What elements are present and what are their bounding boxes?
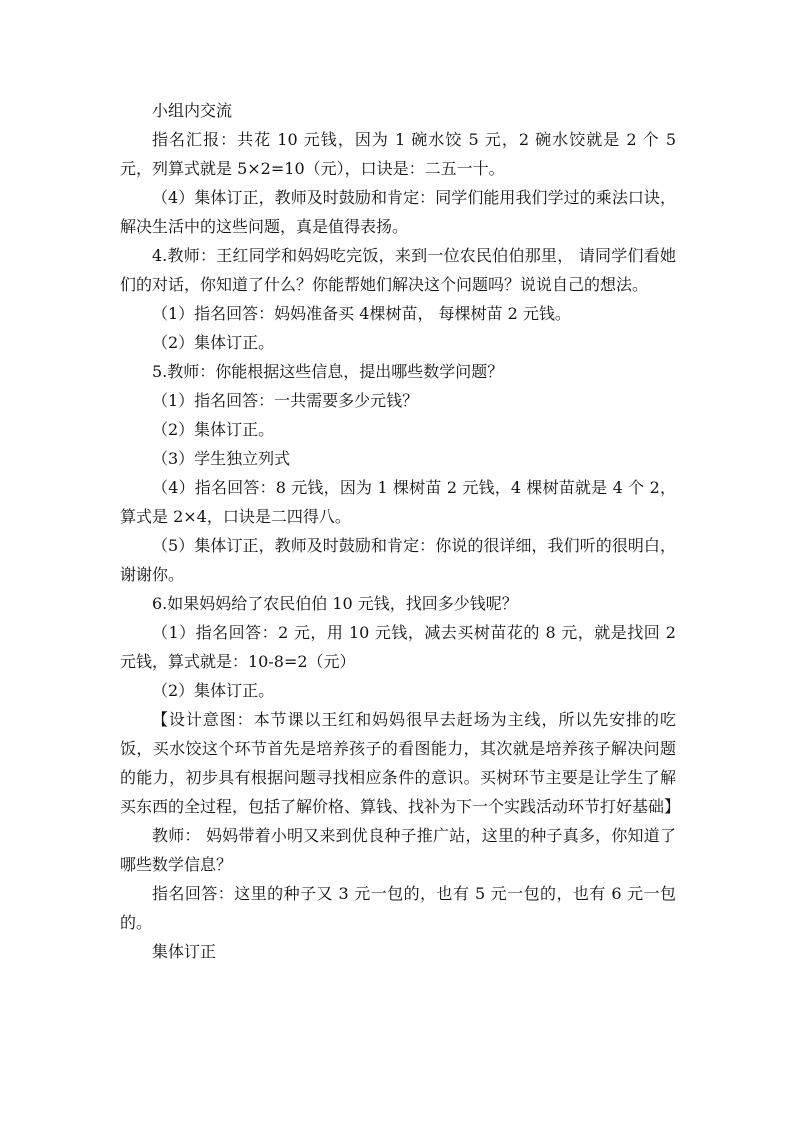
paragraph: 集体订正 <box>152 942 217 961</box>
paragraph: （1）指名回答：一共需要多少元钱？ <box>152 391 419 410</box>
document-body <box>120 96 681 966</box>
paragraph: （2）集体订正。 <box>152 420 275 439</box>
paragraph: （3）学生独立列式 <box>152 449 291 468</box>
paragraph: 指名汇报：共花 10 元钱，因为 1 碗水饺 5 元，2 碗水饺就是 2 个 5 元，列算式就是 5×2=10（元），口诀是：二五一十。 <box>120 130 676 178</box>
paragraph: 教师： 妈妈带着小明又来到优良种子推广站，这里的种子真多，你知道了哪些数学信息？ <box>120 826 676 874</box>
paragraph: 5.教师：你能根据这些信息，提出哪些数学问题？ <box>152 362 504 381</box>
paragraph: （4）指名回答：8 元钱，因为 1 棵树苗 2 元钱，4 棵树苗就是 4 个 2，算式是 2×4，口诀是二四得八。 <box>120 478 676 526</box>
paragraph: 4.教师：王红同学和妈妈吃完饭，来到一位农民伯伯那里， 请同学们看她们的对话，你知道了什么？你能帮她们解决这个问题吗？说说自己的想法。 <box>120 246 676 294</box>
paragraph: （5）集体订正，教师及时鼓励和肯定：你说的很详细，我们听的很明白，谢谢你。 <box>120 536 676 584</box>
paragraph: （2）集体订正。 <box>152 681 275 700</box>
paragraph: （2）集体订正。 <box>152 333 275 352</box>
paragraph: 指名回答：这里的种子又 3 元一包的，也有 5 元一包的，也有 6 元一包的。 <box>120 884 676 932</box>
paragraph: （4）集体订正，教师及时鼓励和肯定：同学们能用我们学过的乘法口诀，解决生活中的这些问题，真是值得表扬。 <box>120 188 676 236</box>
paragraph: （1）指名回答：妈妈准备买 4棵树苗， 每棵树苗 2 元钱。 <box>152 304 571 323</box>
paragraph: （1）指名回答：2 元，用 10 元钱，减去买树苗花的 8 元，就是找回 2 元钱，算式就是：10-8=2（元） <box>120 623 676 671</box>
design-intent-paragraph: 【设计意图：本节课以王红和妈妈很早去赶场为主线，所以先安排的吃饭，买水饺这个环节首先是培养孩子的看图能力，其次就是培养孩子解决问题的能力，初步具有根据问题寻找相应条件的意识。买树环节主要是让学生了解买东西的全过程，包括了解价格、算钱、找补为下一个实践活动环节打好基础】 <box>120 710 681 816</box>
paragraph: 6.如果妈妈给了农民伯伯 10 元钱，找回多少钱呢？ <box>152 594 518 613</box>
paragraph: 小组内交流 <box>152 101 233 120</box>
